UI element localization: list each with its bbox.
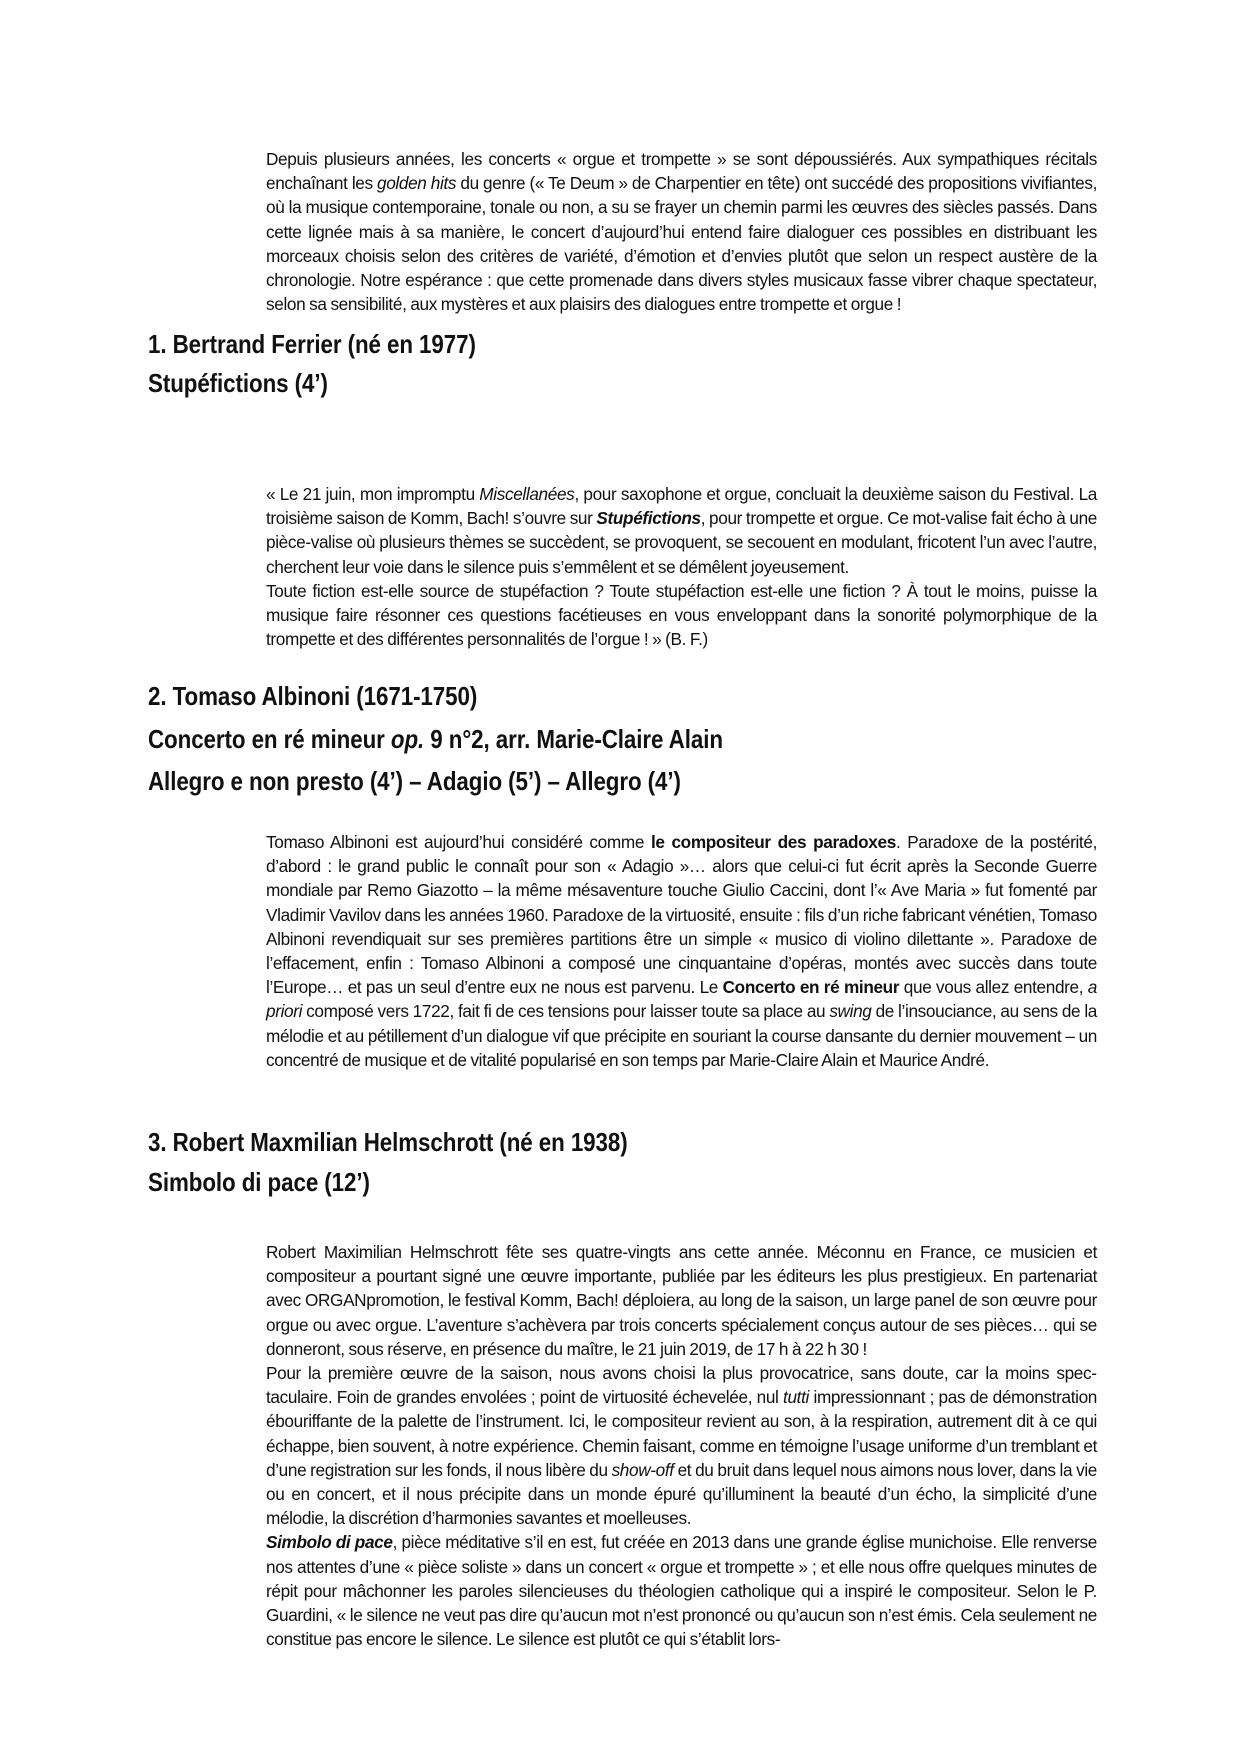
miscellanees-title: Miscellanées bbox=[479, 484, 575, 504]
intro-text-1: Depuis plusieurs années, les concerts « orgue et trompette » se sont dépoussiérés. Aux sympathiques récitals enchaînant les bbox=[266, 149, 1097, 194]
section2-paragraph: Tomaso Albinoni est aujourd’hui considéré comme le compositeur des paradoxes. Paradoxe de la postérité, d’abord : le grand public le connaît pour son « Adagio »… alors que celui-ci fut écrit après la Seconde Guerre mondiale par Remo Giazotto – la même mésaventure touche Giulio Caccini, dont l’« Ave Maria » fut fomenté par Vladimir Vavilov dans les années 1960. Paradoxe de la virtuosité, ensuite : fils d’un riche fabricant vénétien, Tomaso Albinoni revendiquait sur ses premières partitions être un simple « musico di violino dilettante ». Paradoxe de l’effacement, enfin : Tomaso Albinoni a composé une cinquantaine d’opéras, montés avec succès dans toute l’Europe… et pas un seul d’entre eux ne nous est parvenu. Le Concerto en ré mineur que vous allez entendre, a priori composé vers 1722, fait fi de ces tensions pour laisser toute sa place au swing de l’insouciance, au sens de la mélodie et au pétillement d’un dialogue vif que précipite en souriant la course dansante du dernier mouvement – un concentré de musique et de vitalité popularisé en son temps par Marie-Claire Alain et Maurice André. bbox=[266, 832, 1098, 1070]
section2-body bbox=[266, 830, 1097, 1072]
section1-paragraph-2: Toute fiction est-elle source de stupéfaction ? Toute stupéfaction est-elle une fiction ? À tout le moins, puisse la musique faire résonner ces questions facétieuses en vous enveloppant dans la sonorité polymorphique de la trompette et des différentes personnalités de l’orgue ! » (B. F.) bbox=[266, 580, 1097, 650]
section2-heading: 2. Tomaso Albinoni (1671-1750) bbox=[148, 681, 478, 711]
concerto-emphasis: Concerto en ré mineur bbox=[722, 977, 900, 998]
section2-movements: Allegro e non presto (4’) – Adagio (5’) – Allegro (4’) bbox=[148, 766, 681, 796]
intro-golden-hits: golden hits bbox=[377, 173, 457, 194]
section3-paragraph-2: Pour la première œuvre de la saison, nous avons choisi la plus provocatrice, sans doute, car la moins spectaculaire. Foin de grandes envolées ; point de virtuosité échevelée, nul tutti impressionnant ; pas de démonstration ébouriffante de la palette de l’instrument. Ici, le compositeur revient au son, à la respiration, autrement dit à ce qui échappe, bien souvent, à notre expérience. Chemin faisant, comme en témoigne l’usage uniforme d’un tremblant et d’une registration sur les fonds, il nous libère du show-off et du bruit dans lequel nous aimons nous lover, dans la vie ou en concert, et il nous précipite dans un monde épuré qu’illuminent la beauté d’un écho, la simplicité d’une mélodie, la discrétion d’harmonies savantes et moelleuses. bbox=[266, 1363, 1098, 1529]
section3-paragraph-1: Robert Maximilian Helmschrott fête ses quatre-vingts ans cette année. Méconnu en France, ce musicien et compositeur a pourtant signé une œuvre importante, publiée par les éditeurs les plus prestigieux. En partenariat avec ORGANpromotion, le festival Komm, Bach! déploiera, au long de la saison, un large panel de son œuvre pour orgue ou avec orgue. L’aventure s’achèvera par trois concerts spécialement conçus autour de ses pièces… qui se donneront, sous réserve, en présence du maître, le 21 juin 2019, de 17 h à 22 h 30 ! bbox=[266, 1242, 1097, 1359]
section3-body bbox=[266, 1240, 1097, 1651]
section3-paragraph-3: Simbolo di pace, pièce méditative s’il en est, fut créée en 2013 dans une grande église munichoise. Elle renverse nos attentes d’une « pièce soliste » dans un concert « orgue et trompette » ; et elle nous offre quelques minutes de répit pour mâchonner les paroles silencieuses du théologien catholique qui a inspiré le compositeur. Selon le P. Guardini, « le silence ne veut pas dire qu’aucun mot n’est prononcé ou qu’aucun son n’est émis. Cela seulement ne constitue pas encore le silence. Le silence est plutôt ce qui s’établit lors- bbox=[266, 1532, 1097, 1650]
paradox-emphasis: le compositeur des paradoxes bbox=[650, 832, 896, 852]
intro-paragraph bbox=[266, 147, 1097, 316]
section1-body bbox=[266, 482, 1097, 651]
section1-subheading: Stupéfictions (4’) bbox=[148, 368, 328, 398]
stupefictions-title: Stupéfictions bbox=[596, 508, 701, 529]
section2-subheading: Concerto en ré mineur op. 9 n°2, arr. Marie-Claire Alain bbox=[148, 724, 723, 754]
section1-paragraph-1: « Le 21 juin, mon impromptu Miscellanées, pour saxophone et orgue, concluait la deuxième saison du Festival. La troisième saison de Komm, Bach! s’ouvre sur Stupéfictions, pour trompette et orgue. Ce mot-valise fait écho à une pièce-valise où plusieurs thèmes se succèdent, se provoquent, se secouent en modulant, fricotent l’un avec l’autre, cherchent leur voie dans le silence puis s’emmêlent et se démêlent joyeusement. bbox=[266, 484, 1097, 577]
intro-paragraph-block bbox=[266, 147, 1097, 316]
section1-heading: 1. Bertrand Ferrier (né en 1977) bbox=[148, 329, 476, 359]
intro-text-2: du genre (« Te Deum » de Charpentier en tête) ont succédé des propositions vivifiantes, où la musique contemporaine, tonale ou non, a su se frayer un chemin parmi les œuvres des siècles passés. Dans cette lignée mais à sa manière, le concert d’aujourd’hui entend faire dialoguer ces possibles en distribuant les morceaux choisis selon des critères de variété, d’émotion et d’envies plutôt que selon un respect austère de la chronologie. Notre espérance : que cette promenade dans divers styles musicaux fasse vibrer chaque spectateur, selon sa sensibilité, aux mystères et aux plaisirs des dialogues entre trompette et orgue ! bbox=[266, 173, 1098, 315]
section3-subheading: Simbolo di pace (12’) bbox=[148, 1167, 370, 1197]
section3-heading: 3. Robert Maxmilian Helmschrott (né en 1938) bbox=[148, 1127, 628, 1157]
simbolo-title: Simbolo di pace bbox=[266, 1532, 393, 1553]
